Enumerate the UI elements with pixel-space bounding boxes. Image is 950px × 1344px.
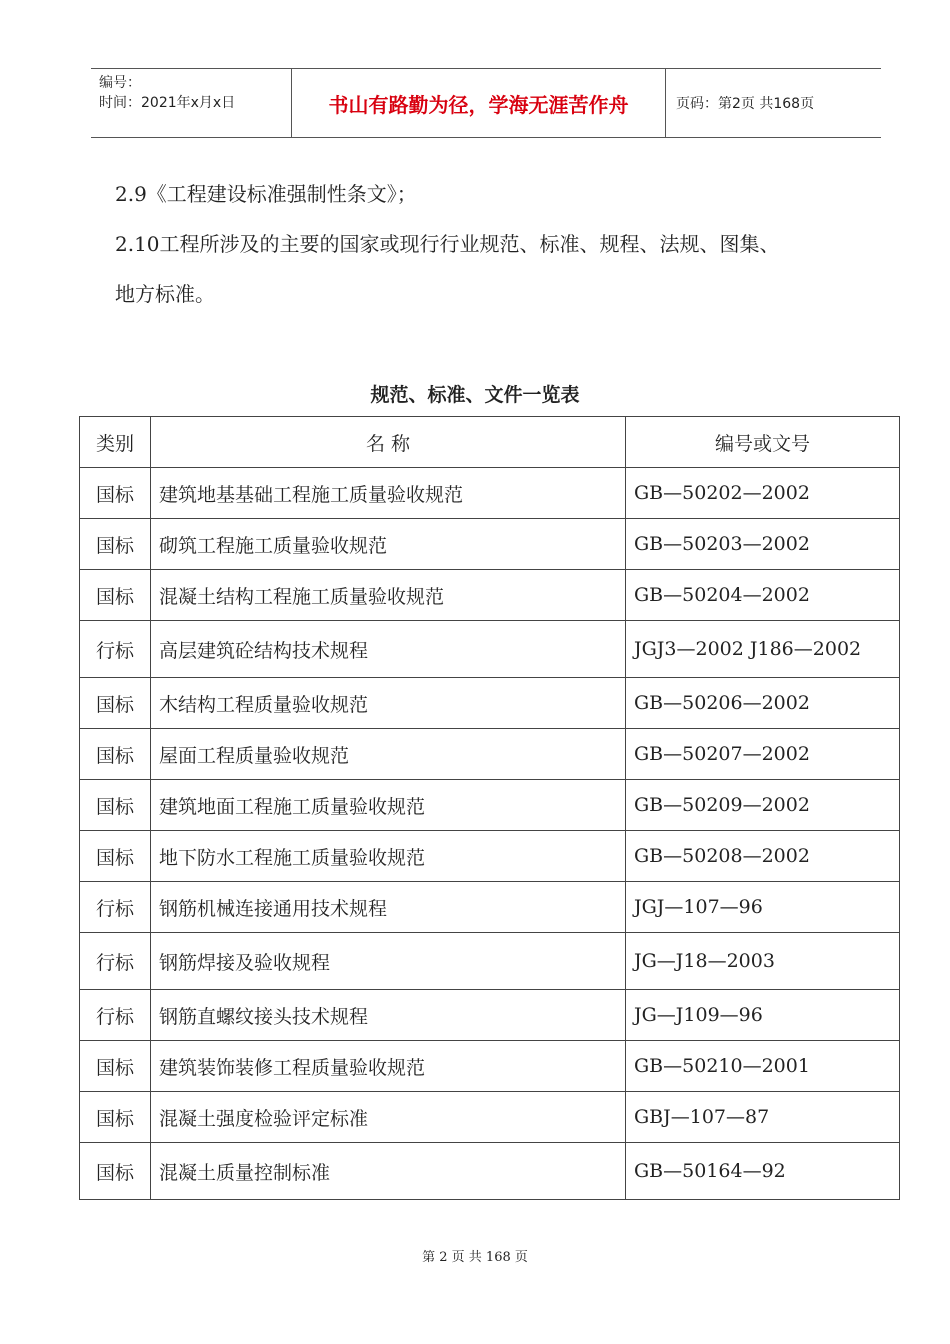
table-row <box>80 1041 900 1092</box>
table-row <box>80 621 900 678</box>
cell-code: JG—J109—96 <box>626 990 900 1041</box>
header-motto: 书山有路勤为径，学海无涯苦作舟 <box>292 69 666 137</box>
cell-category: 国标 <box>80 468 151 519</box>
cell-category: 国标 <box>80 780 151 831</box>
cell-category: 国标 <box>80 570 151 621</box>
standards-table <box>79 416 900 1200</box>
cell-name: 砌筑工程施工质量验收规范 <box>151 519 626 570</box>
cell-name: 建筑地面工程施工质量验收规范 <box>151 780 626 831</box>
table-row <box>80 570 900 621</box>
table-header-row <box>80 417 900 468</box>
cell-name: 钢筋机械连接通用技术规程 <box>151 882 626 933</box>
cell-name: 混凝土结构工程施工质量验收规范 <box>151 570 626 621</box>
cell-code: JGJ3—2002 J186—2002 <box>626 621 900 678</box>
cell-code: GB—50202—2002 <box>626 468 900 519</box>
header-meta <box>91 69 292 137</box>
cell-code: GB—50208—2002 <box>626 831 900 882</box>
table-title: 规范、标准、文件一览表 <box>370 384 580 406</box>
cell-name: 混凝土强度检验评定标准 <box>151 1092 626 1143</box>
cell-category: 国标 <box>80 1092 151 1143</box>
cell-category: 国标 <box>80 1041 151 1092</box>
cell-name: 建筑装饰装修工程质量验收规范 <box>151 1041 626 1092</box>
table-row <box>80 1092 900 1143</box>
paragraph-2-9: 2.9《工程建设标准强制性条文》； <box>115 182 417 206</box>
cell-name: 高层建筑砼结构技术规程 <box>151 621 626 678</box>
table-row <box>80 519 900 570</box>
paragraph-2-10-line1: 2.10工程所涉及的主要的国家或现行行业规范、标准、规程、法规、图集、 <box>115 232 780 256</box>
table-row <box>80 990 900 1041</box>
cell-code: JG—J18—2003 <box>626 933 900 990</box>
cell-code: JGJ—107—96 <box>626 882 900 933</box>
table-row <box>80 468 900 519</box>
cell-category: 行标 <box>80 882 151 933</box>
table-row <box>80 678 900 729</box>
cell-category: 行标 <box>80 990 151 1041</box>
cell-code: GB—50203—2002 <box>626 519 900 570</box>
cell-name: 屋面工程质量验收规范 <box>151 729 626 780</box>
cell-category: 国标 <box>80 729 151 780</box>
col-header-name: 名 称 <box>151 417 626 468</box>
table-row <box>80 729 900 780</box>
cell-category: 国标 <box>80 519 151 570</box>
cell-category: 国标 <box>80 831 151 882</box>
table-row <box>80 933 900 990</box>
cell-category: 国标 <box>80 678 151 729</box>
table-row <box>80 780 900 831</box>
cell-name: 木结构工程质量验收规范 <box>151 678 626 729</box>
cell-category: 国标 <box>80 1143 151 1200</box>
header-time: 时间：2021年x月x日 <box>99 95 236 111</box>
cell-code: GBJ—107—87 <box>626 1092 900 1143</box>
cell-category: 行标 <box>80 933 151 990</box>
table-row <box>80 831 900 882</box>
cell-category: 行标 <box>80 621 151 678</box>
header-code: 编号： <box>99 75 141 91</box>
page-footer: 第 2 页 共 168 页 <box>422 1250 528 1265</box>
cell-code: GB—50206—2002 <box>626 678 900 729</box>
cell-name: 地下防水工程施工质量验收规范 <box>151 831 626 882</box>
cell-code: GB—50204—2002 <box>626 570 900 621</box>
header-page-info: 页码：第2页 共168页 <box>676 96 815 112</box>
cell-code: GB—50207—2002 <box>626 729 900 780</box>
cell-name: 建筑地基基础工程施工质量验收规范 <box>151 468 626 519</box>
page-header <box>91 68 881 138</box>
cell-name: 钢筋焊接及验收规程 <box>151 933 626 990</box>
cell-code: GB—50210—2001 <box>626 1041 900 1092</box>
table-row <box>80 882 900 933</box>
col-header-category: 类别 <box>80 417 151 468</box>
cell-name: 混凝土质量控制标准 <box>151 1143 626 1200</box>
cell-code: GB—50164—92 <box>626 1143 900 1200</box>
table-row <box>80 1143 900 1200</box>
paragraph-2-10-line2: 地方标准。 <box>115 282 215 306</box>
cell-code: GB—50209—2002 <box>626 780 900 831</box>
col-header-code: 编号或文号 <box>626 417 900 468</box>
cell-name: 钢筋直螺纹接头技术规程 <box>151 990 626 1041</box>
